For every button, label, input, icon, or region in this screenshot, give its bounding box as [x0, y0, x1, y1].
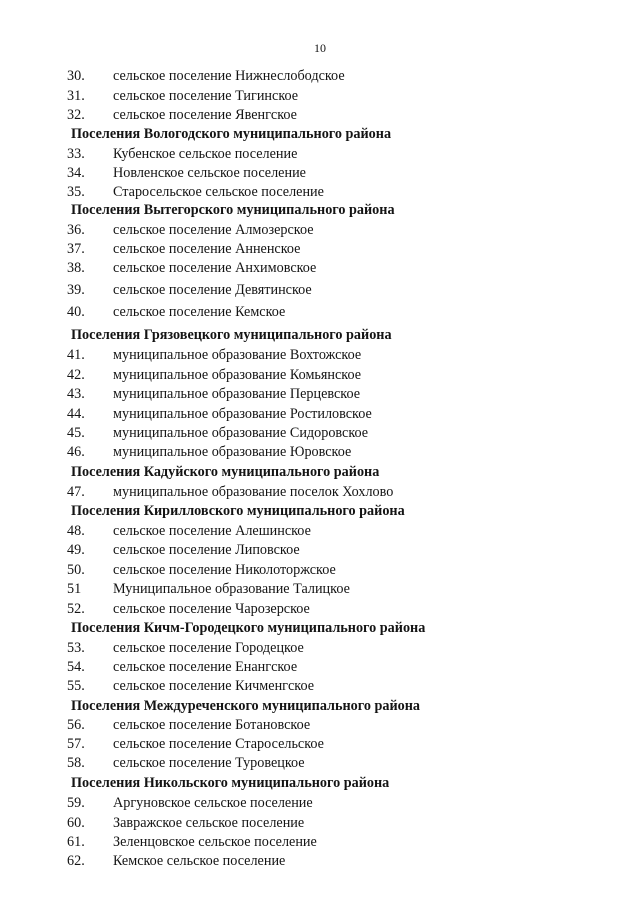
section-heading-text: Поселения Никольского муниципального района — [71, 775, 390, 791]
section-heading — [0, 463, 640, 481]
section-heading-text: Поселения Грязовецкого муниципального района — [71, 327, 392, 343]
list-item — [0, 183, 640, 201]
list-item — [0, 735, 640, 753]
list-item — [0, 852, 640, 870]
list-item — [0, 814, 640, 832]
list-item — [0, 346, 640, 364]
section-heading — [0, 619, 640, 637]
list-item-number: 45. — [67, 425, 85, 441]
list-item-text: Зеленцовское сельское поселение — [113, 834, 317, 850]
list-item-text: сельское поселение Туровецкое — [113, 755, 305, 771]
list-item-number: 58. — [67, 755, 85, 771]
section-heading-text: Поселения Кичм-Городецкого муниципального района — [71, 620, 426, 636]
list-item-text: сельское поселение Кичменгское — [113, 678, 315, 694]
list-item-text: сельское поселение Городецкое — [113, 640, 304, 656]
section-heading — [0, 326, 640, 344]
list-item — [0, 522, 640, 540]
list-item — [0, 303, 640, 321]
list-item — [0, 561, 640, 579]
list-item-number: 48. — [67, 523, 85, 539]
list-item-text: Завражское сельское поселение — [113, 815, 305, 831]
list-item — [0, 259, 640, 277]
page-number: 10 — [314, 41, 326, 55]
list-item-number: 46. — [67, 444, 85, 460]
list-item-number: 54. — [67, 659, 85, 675]
list-item-text: муниципальное образование Юровское — [113, 444, 352, 460]
list-item-number: 35. — [67, 184, 85, 200]
list-item-text: муниципальное образование Комьянское — [113, 367, 362, 383]
list-item — [0, 366, 640, 384]
list-item-text: муниципальное образование Ростиловское — [113, 406, 372, 422]
list-item-number: 43. — [67, 386, 85, 402]
list-item — [0, 240, 640, 258]
list-item-text: Аргуновское сельское поселение — [113, 795, 313, 811]
list-item-text: сельское поселение Нижнеслободское — [113, 68, 345, 84]
section-heading — [0, 697, 640, 715]
list-item-text: Старосельское сельское поселение — [113, 184, 324, 200]
list-item-text: сельское поселение Явенгское — [113, 107, 297, 123]
list-item-text: муниципальное образование поселок Хохлово — [113, 484, 394, 500]
list-item-number: 32. — [67, 107, 85, 123]
list-item-text: сельское поселение Кемское — [113, 304, 286, 320]
list-item — [0, 658, 640, 676]
list-item-number: 33. — [67, 146, 85, 162]
list-item — [0, 87, 640, 105]
list-item — [0, 716, 640, 734]
list-item — [0, 164, 640, 182]
list-item-number: 60. — [67, 815, 85, 831]
list-item-number: 62. — [67, 853, 85, 869]
list-item-text: сельское поселение Старосельское — [113, 736, 324, 752]
list-item-number: 47. — [67, 484, 85, 500]
list-item-text: муниципальное образование Вохтожское — [113, 347, 362, 363]
list-item-number: 50. — [67, 562, 85, 578]
list-item-text: сельское поселение Николоторжское — [113, 562, 336, 578]
list-item-text: сельское поселение Чарозерское — [113, 601, 310, 617]
list-item — [0, 483, 640, 501]
section-heading-text: Поселения Кадуйского муниципального района — [71, 464, 380, 480]
list-item-number: 42. — [67, 367, 85, 383]
list-item-text: сельское поселение Анненское — [113, 241, 301, 257]
list-item — [0, 443, 640, 461]
section-heading — [0, 774, 640, 792]
list-item-text: муниципальное образование Перцевское — [113, 386, 361, 402]
list-item — [0, 67, 640, 85]
list-item — [0, 677, 640, 695]
section-heading — [0, 502, 640, 520]
list-item — [0, 106, 640, 124]
list-item-text: сельское поселение Енангское — [113, 659, 298, 675]
list-item-number: 40. — [67, 304, 85, 320]
list-item-text: сельское поселение Тигинское — [113, 88, 299, 104]
list-item-number: 37. — [67, 241, 85, 257]
list-item-number: 31. — [67, 88, 85, 104]
list-item — [0, 541, 640, 559]
list-item-number: 57. — [67, 736, 85, 752]
list-item-number: 44. — [67, 406, 85, 422]
list-item — [0, 424, 640, 442]
list-item-text: муниципальное образование Сидоровское — [113, 425, 369, 441]
list-item-number: 51 — [67, 581, 82, 597]
section-heading — [0, 125, 640, 143]
list-item-text: сельское поселение Анхимовское — [113, 260, 317, 276]
list-item-number: 34. — [67, 165, 85, 181]
section-heading-text: Поселения Вытегорского муниципального района — [71, 202, 395, 218]
section-heading-text: Поселения Вологодского муниципального района — [71, 126, 392, 142]
list-item-text: Новленское сельское поселение — [113, 165, 306, 181]
list-item-text: сельское поселение Алешинское — [113, 523, 311, 539]
list-item — [0, 639, 640, 657]
list-item — [0, 405, 640, 423]
list-item-text: сельское поселение Ботановское — [113, 717, 311, 733]
list-item — [0, 600, 640, 618]
list-item-number: 61. — [67, 834, 85, 850]
list-item-number: 38. — [67, 260, 85, 276]
list-item-number: 55. — [67, 678, 85, 694]
list-item — [0, 794, 640, 812]
list-item-text: Кубенское сельское поселение — [113, 146, 298, 162]
list-item-number: 52. — [67, 601, 85, 617]
list-item-text: Кемское сельское поселение — [113, 853, 286, 869]
section-heading — [0, 201, 640, 219]
list-item-number: 56. — [67, 717, 85, 733]
list-item-number: 59. — [67, 795, 85, 811]
list-item-text: Муниципальное образование Талицкое — [113, 581, 350, 597]
list-item-number: 49. — [67, 542, 85, 558]
list-item-number: 36. — [67, 222, 85, 238]
list-item — [0, 833, 640, 851]
list-item — [0, 281, 640, 299]
list-item-text: сельское поселение Девятинское — [113, 282, 312, 298]
section-heading-text: Поселения Междуреченского муниципального района — [71, 698, 421, 714]
list-item-text: сельское поселение Алмозерское — [113, 222, 314, 238]
list-item — [0, 221, 640, 239]
list-item-number: 30. — [67, 68, 85, 84]
list-item-number: 39. — [67, 282, 85, 298]
list-item-number: 53. — [67, 640, 85, 656]
list-item — [0, 580, 640, 598]
section-heading-text: Поселения Кирилловского муниципального района — [71, 503, 405, 519]
list-item — [0, 385, 640, 403]
list-item-text: сельское поселение Липовское — [113, 542, 300, 558]
list-item — [0, 754, 640, 772]
list-item-number: 41. — [67, 347, 85, 363]
list-item — [0, 145, 640, 163]
